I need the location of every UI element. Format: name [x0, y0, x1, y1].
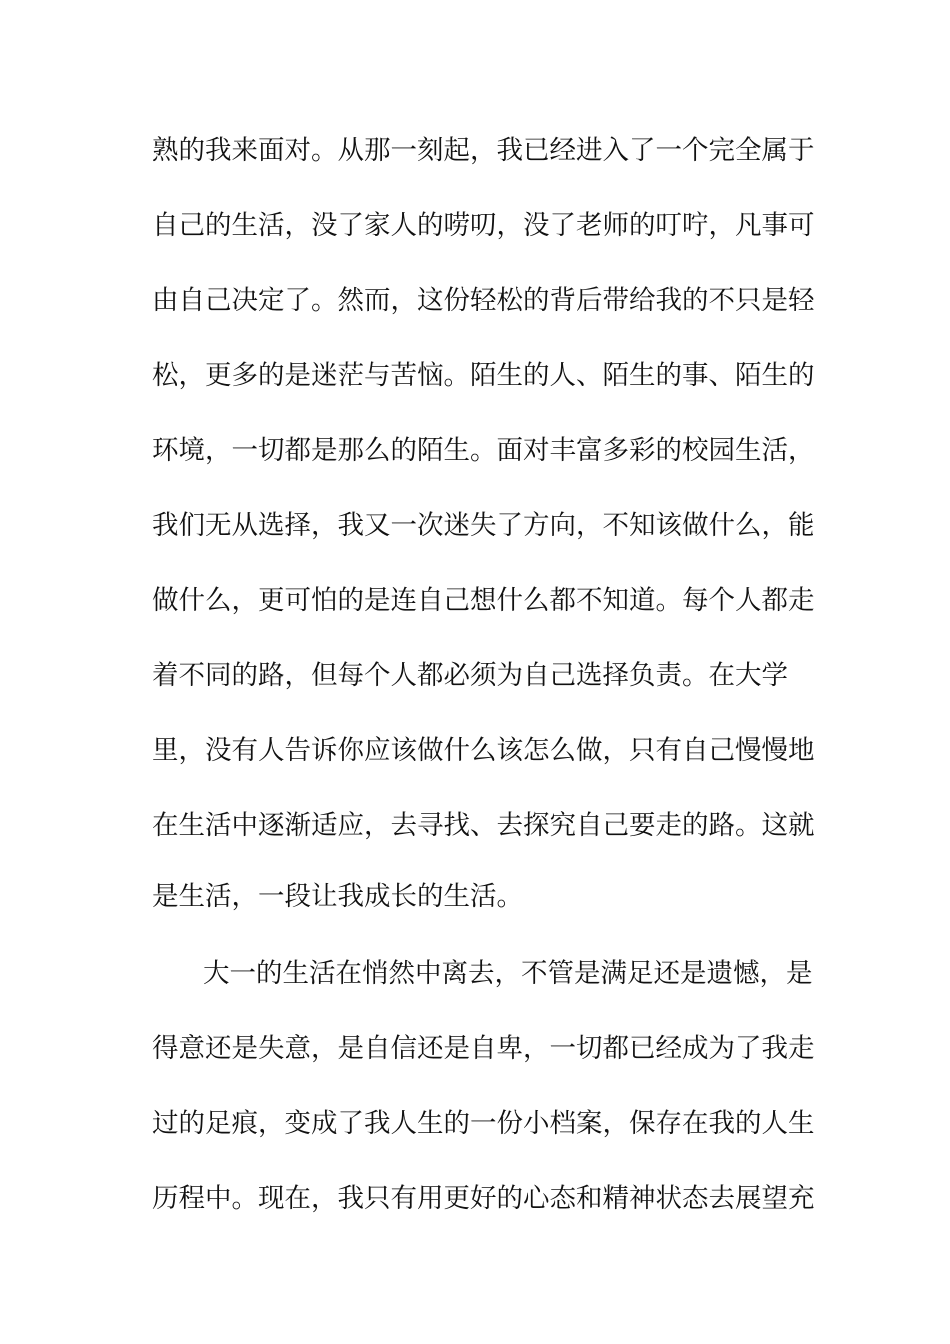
- paragraph-line: 熟的我来面对。从那一刻起，我已经进入了一个完全属于: [152, 135, 815, 166]
- paragraph-line: 我们无从选择，我又一次迷失了方向，不知该做什么，能: [152, 510, 815, 541]
- paragraph-line: 历程中。现在，我只有用更好的心态和精神状态去展望充: [152, 1183, 815, 1214]
- paragraph-line: 在生活中逐渐适应，去寻找、去探究自己要走的路。这就: [152, 810, 815, 841]
- paragraph-line: 着不同的路，但每个人都必须为自己选择负责。在大学: [152, 660, 788, 691]
- paragraph-line: 松，更多的是迷茫与苦恼。陌生的人、陌生的事、陌生的: [152, 360, 815, 391]
- paragraph-line: 过的足痕，变成了我人生的一份小档案，保存在我的人生: [152, 1108, 815, 1139]
- paragraph-line: 是生活，一段让我成长的生活。: [152, 881, 523, 912]
- paragraph-line: 做什么，更可怕的是连自己想什么都不知道。每个人都走: [152, 585, 815, 616]
- paragraph-first-line: 大一的生活在悄然中离去，不管是满足还是遗憾，是: [203, 958, 813, 989]
- paragraph-line: 得意还是失意，是自信还是自卑，一切都已经成为了我走: [152, 1033, 815, 1064]
- paragraph-line: 里，没有人告诉你应该做什么该怎么做，只有自己慢慢地: [152, 735, 815, 766]
- paragraph-line: 由自己决定了。然而，这份轻松的背后带给我的不只是轻: [152, 285, 815, 316]
- paragraph-line: 自己的生活，没了家人的唠叨，没了老师的叮咛，凡事可: [152, 210, 815, 241]
- paragraph-line: 环境，一切都是那么的陌生。面对丰富多彩的校园生活，: [152, 435, 815, 466]
